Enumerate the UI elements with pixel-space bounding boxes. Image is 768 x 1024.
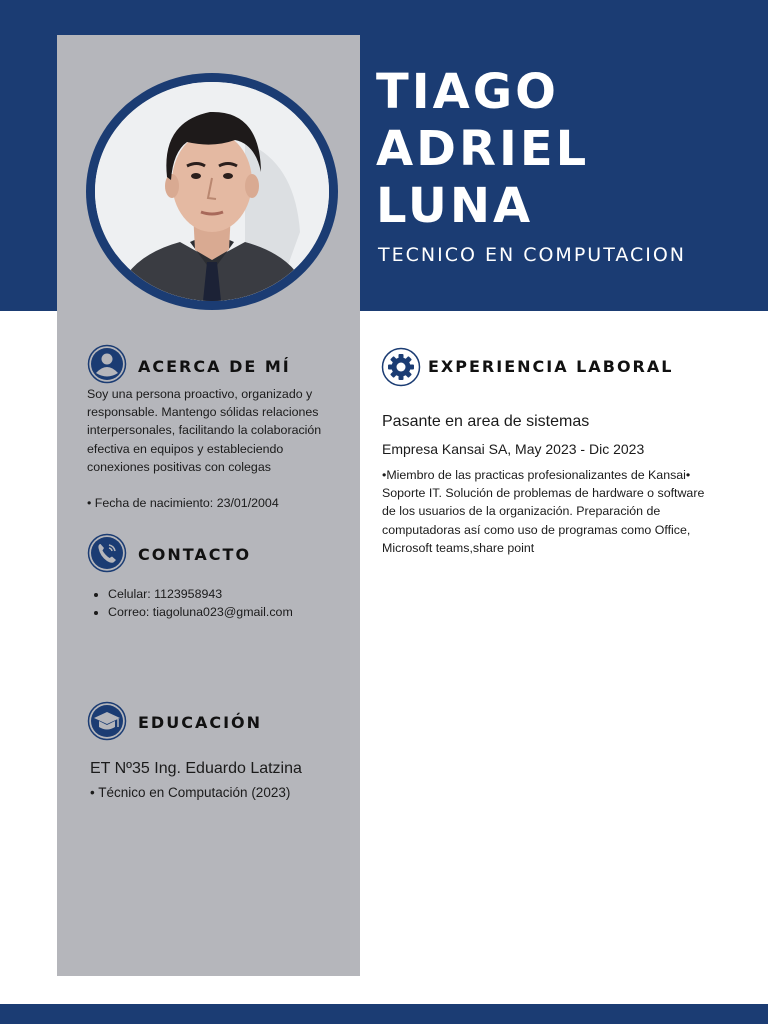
experience-title: EXPERIENCIA LABORAL <box>428 357 674 376</box>
gear-icon <box>381 347 421 387</box>
job-company: Empresa Kansai SA, May 2023 - Dic 2023 <box>382 441 645 457</box>
name-line-3: LUNA <box>376 178 534 234</box>
contact-email: • Correo: tiagoluna023@gmail.com <box>108 603 348 621</box>
footer-band <box>0 1004 768 1024</box>
name-line-1: TIAGO <box>376 64 559 120</box>
contact-phone: • Celular: 1123958943 <box>108 585 348 603</box>
person-icon <box>87 344 127 384</box>
phone-icon <box>87 533 127 573</box>
graduation-cap-icon <box>87 701 127 741</box>
job-description: •Miembro de las practicas profesionalizantes de Kansai• Soporte IT. Solución de problemas de hardware o software de los usuarios de la organización. Preparación de computadoras así como uso de programas como Office, Microsoft teams,share point <box>382 468 705 555</box>
about-text: Soy una persona proactivo, organizado y responsable. Mantengo sólidas relaciones interpersonales, facilitando la colaboración efectiva en equipos y estableciendo conexiones positivas con colegas <box>87 387 322 474</box>
birth-date: • Fecha de nacimiento: 23/01/2004 <box>87 496 279 510</box>
profile-photo <box>95 82 329 301</box>
contact-title: CONTACTO <box>138 545 252 564</box>
contact-list <box>108 585 348 621</box>
education-title: EDUCACIÓN <box>138 713 263 732</box>
job-subtitle: TECNICO EN COMPUTACION <box>378 244 687 266</box>
about-title: ACERCA DE MÍ <box>138 357 291 376</box>
education-degree: • Técnico en Computación (2023) <box>90 785 291 800</box>
job-title: Pasante en area de sistemas <box>382 413 590 430</box>
name-line-2: ADRIEL <box>376 121 590 177</box>
education-school: ET Nº35 Ing. Eduardo Latzina <box>90 760 302 777</box>
